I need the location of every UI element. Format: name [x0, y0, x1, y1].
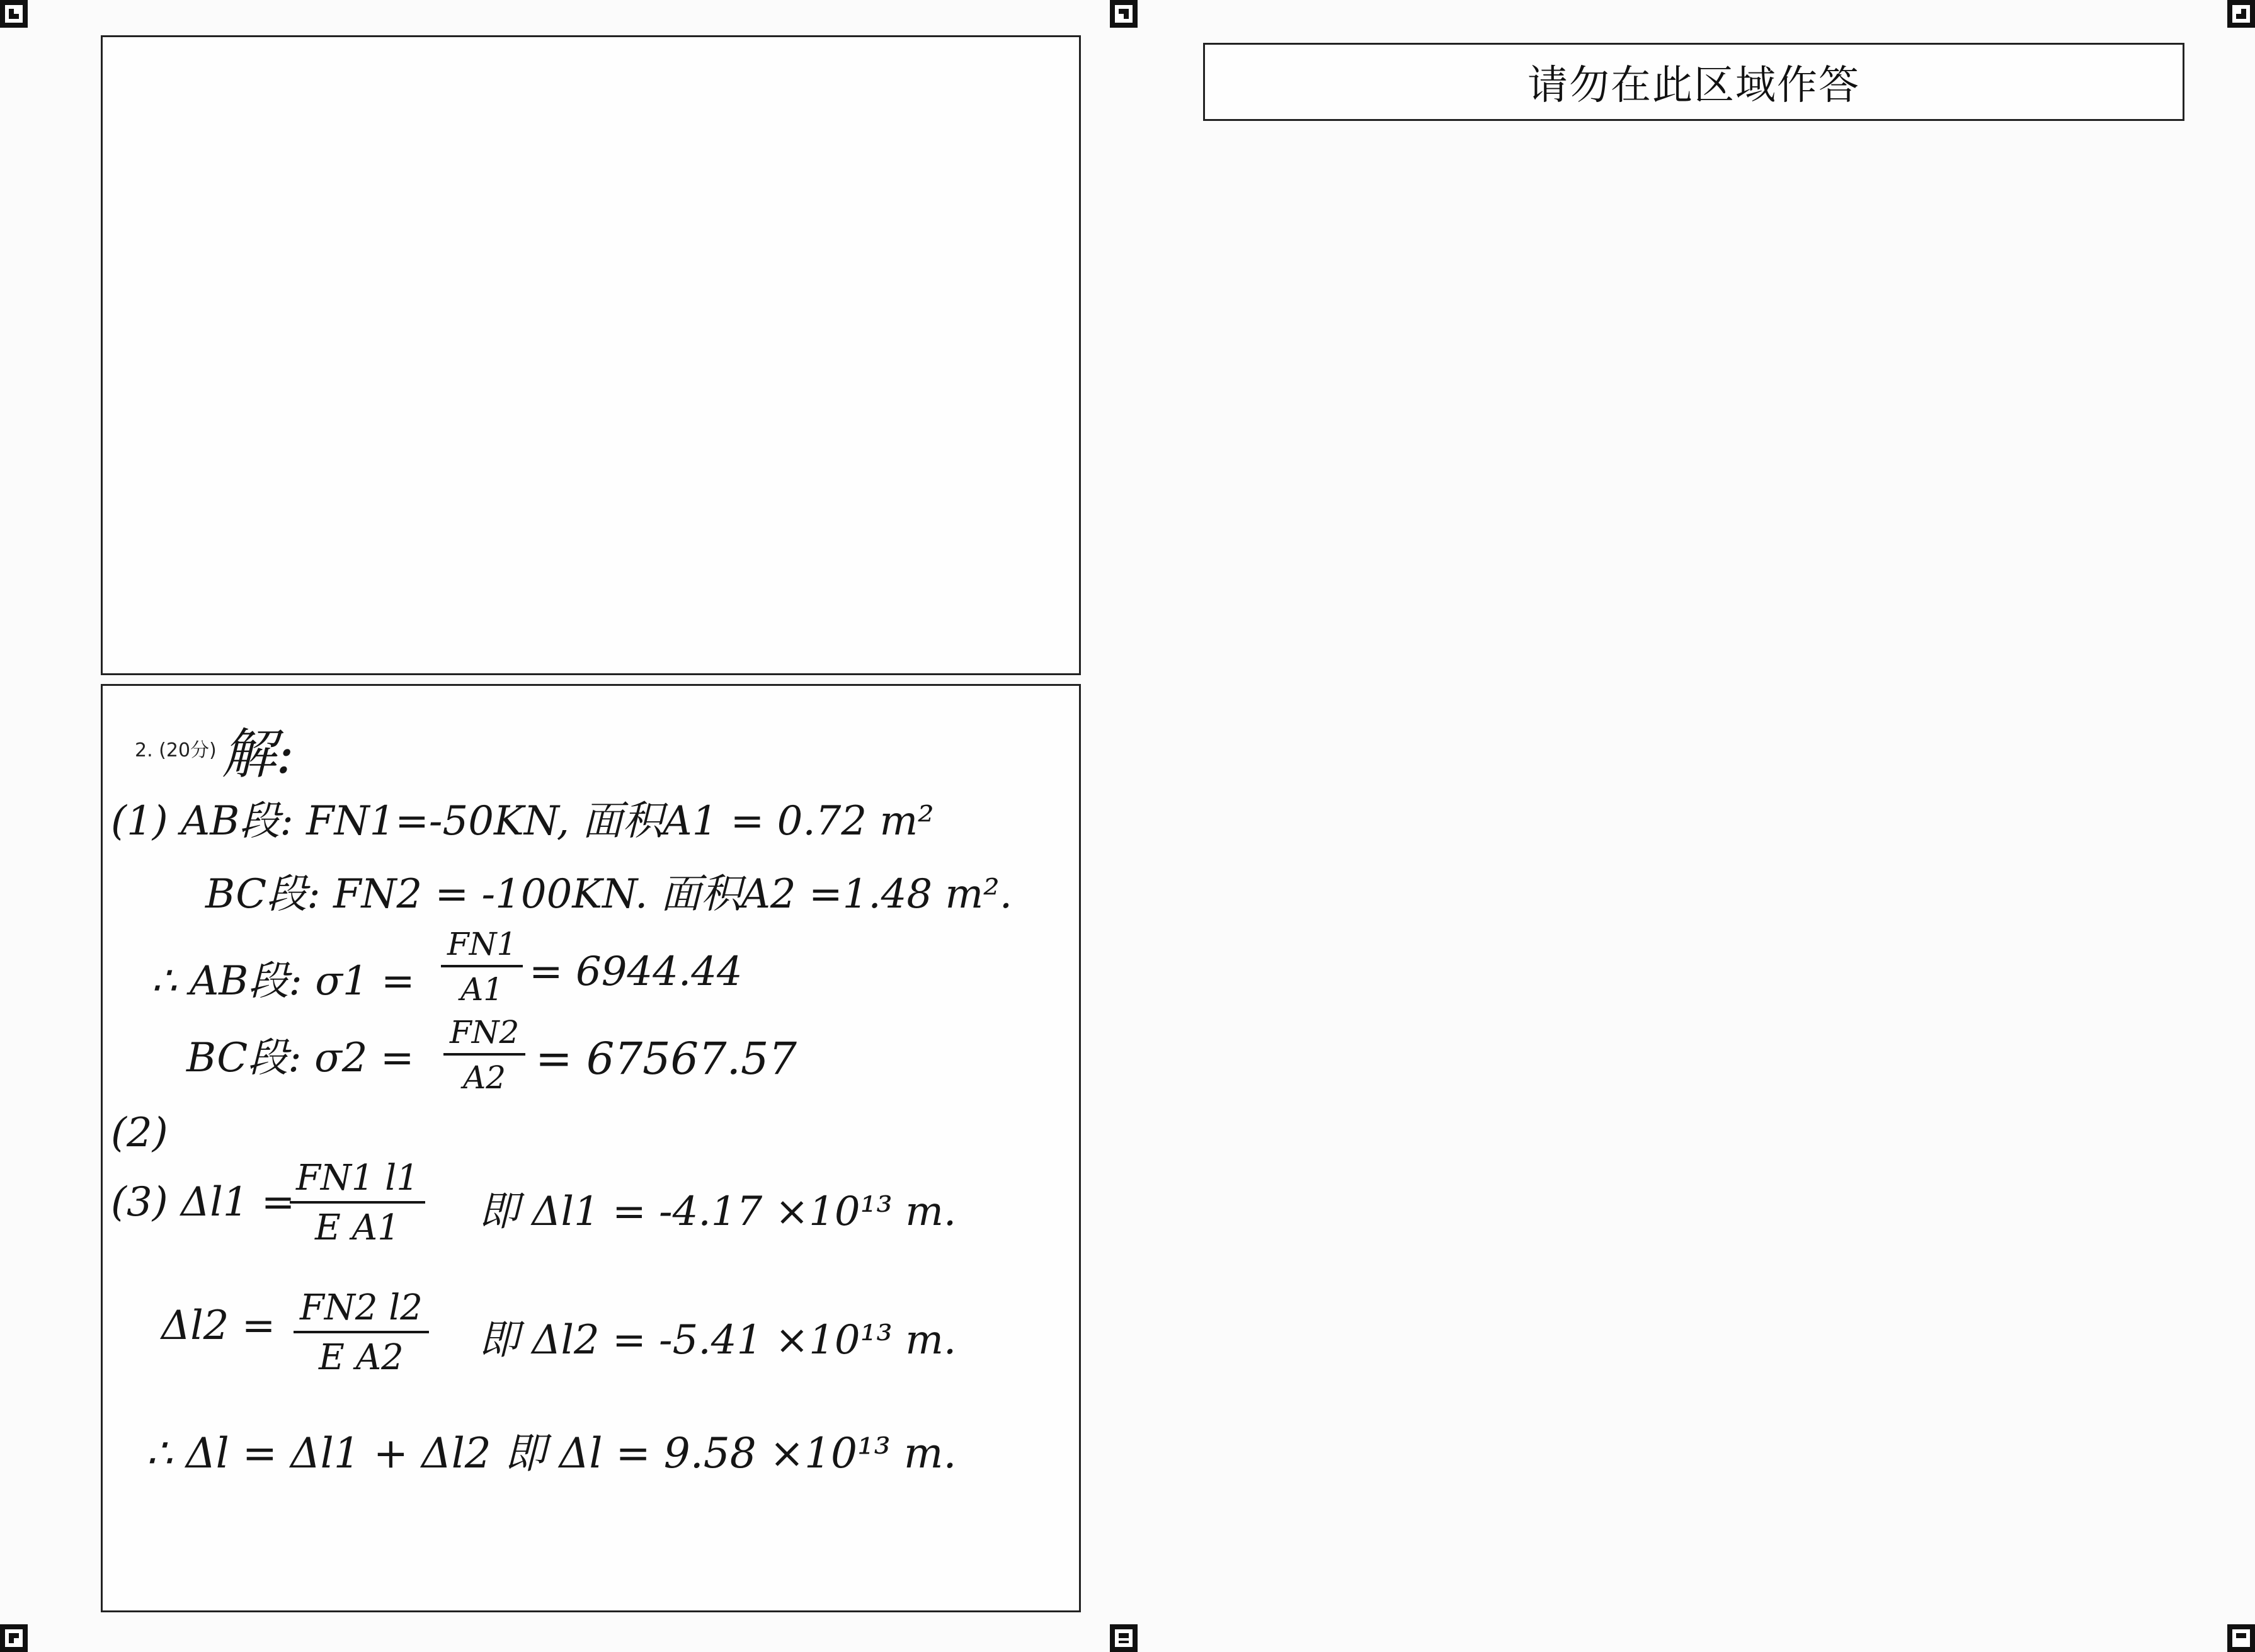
answer-line-1: (1) AB段: FN1=-50KN, 面积A1 = 0.72 m² — [111, 798, 934, 845]
registration-marker-top-center — [1110, 0, 1138, 28]
answer-header: 解: — [222, 723, 294, 786]
fraction-sigma2-numerator: FN2 — [443, 1014, 525, 1056]
answer-line-5: (2) — [111, 1110, 168, 1156]
answer-line-6-prefix: (3) Δl1 = — [111, 1179, 295, 1226]
answer-line-4-result: = 67567.57 — [535, 1033, 797, 1085]
answer-line-3-prefix: ∴ AB段: σ1 = — [151, 958, 415, 1005]
registration-marker-top-right — [2227, 0, 2255, 28]
registration-marker-bottom-center — [1110, 1624, 1138, 1652]
fraction-sigma1-denominator: A1 — [460, 971, 504, 1008]
do-not-answer-banner: 请勿在此区域作答 — [1203, 43, 2184, 121]
registration-marker-bottom-right — [2227, 1624, 2255, 1652]
answer-line-7-prefix: Δl2 = — [161, 1302, 276, 1349]
fraction-sigma1-numerator: FN1 — [441, 926, 523, 967]
fraction-sigma2-denominator: A2 — [463, 1059, 506, 1096]
answer-line-4-prefix: BC段: σ2 = — [186, 1035, 414, 1081]
fraction-delta-l1-denominator: E A1 — [315, 1207, 400, 1248]
fraction-delta-l1 — [290, 1158, 425, 1248]
fraction-delta-l2-denominator: E A2 — [319, 1337, 404, 1378]
registration-marker-bottom-left — [0, 1624, 28, 1652]
answer-line-2: BC段: FN2 = -100KN. 面积A2 =1.48 m². — [205, 871, 1013, 918]
fraction-delta-l2-numerator: FN2 l2 — [294, 1287, 429, 1333]
fraction-sigma2 — [443, 1014, 525, 1096]
question-number-label: 2. (20分) — [135, 739, 217, 761]
answer-line-6-result: 即 Δl1 = -4.17 ×10¹³ m. — [479, 1188, 957, 1235]
fraction-delta-l2 — [294, 1287, 429, 1378]
fraction-delta-l1-numerator: FN1 l1 — [290, 1158, 425, 1204]
empty-answer-box[interactable] — [101, 35, 1081, 675]
fraction-sigma1 — [441, 926, 523, 1008]
answer-line-3-result: = 6944.44 — [529, 948, 743, 995]
registration-marker-top-left — [0, 0, 28, 28]
answer-line-8: ∴ Δl = Δl1 + Δl2 即 Δl = 9.58 ×10¹³ m. — [146, 1429, 957, 1478]
answer-line-7-result: 即 Δl2 = -5.41 ×10¹³ m. — [479, 1317, 957, 1364]
